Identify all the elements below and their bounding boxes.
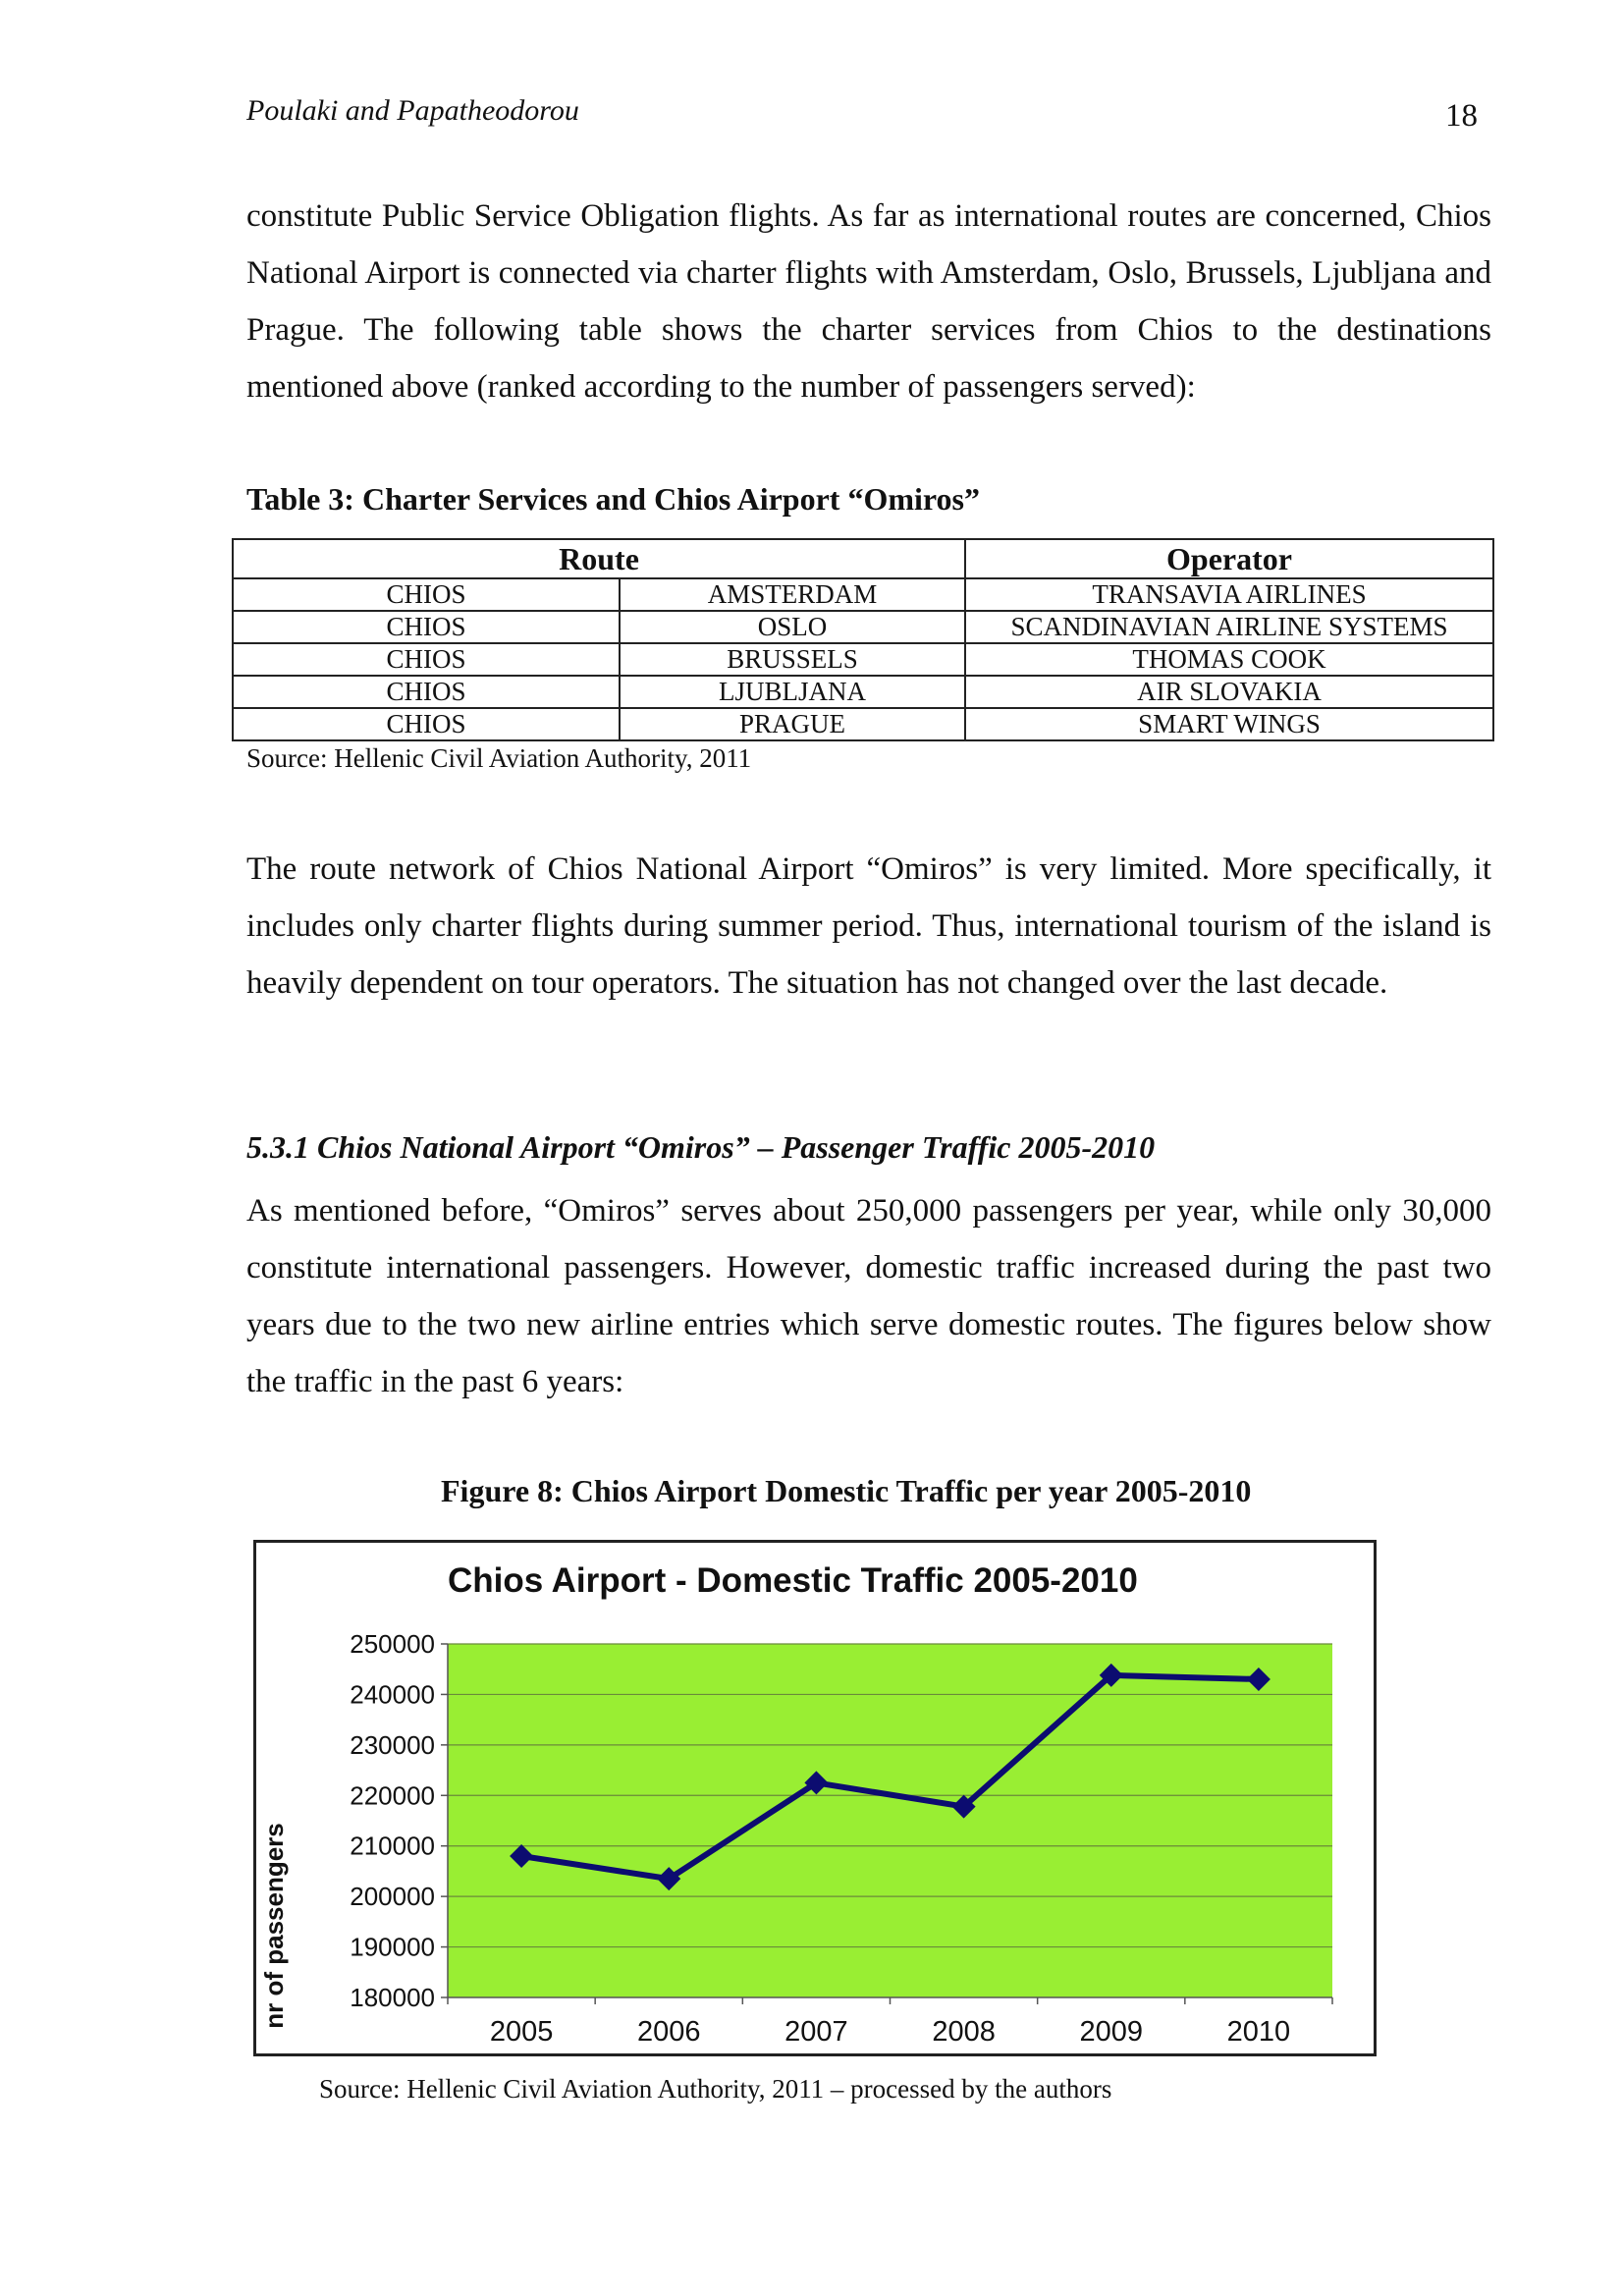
route-destination-cell: LJUBLJANA [620,676,965,708]
section-paragraph: As mentioned before, “Omiros” serves about 250,000 passengers per year, while only 30,000 constitute international passengers. However, domestic traffic increased during the past two years due to the two new airline entries which serve domestic routes. The figures below show the traffic in the past 6 years: [246,1193,1491,1399]
y-tick-label: 200000 [350,1882,435,1912]
network-paragraph: The route network of Chios National Airport “Omiros” is very limited. More specifically, it includes only charter flights during summer period. Thus, international tourism of the island is heavily dependent on tour operators. The situation has not changed over the last decade. [246,851,1491,1001]
table-source: Source: Hellenic Civil Aviation Authority, 2011 [246,743,752,773]
operator-cell: SMART WINGS [965,708,1493,740]
x-tick-label: 2010 [1226,2016,1291,2048]
y-tick-label: 220000 [350,1780,435,1811]
table-row [233,611,1493,643]
route-destination-cell: OSLO [620,611,965,643]
charter-services-table [232,538,1494,741]
operator-cell: SCANDINAVIAN AIRLINE SYSTEMS [965,611,1493,643]
plot-area [448,1644,1332,1997]
table-caption: Table 3: Charter Services and Chios Airport “Omiros” [246,481,980,517]
section-heading: 5.3.1 Chios National Airport “Omiros” – Passenger Traffic 2005-2010 [246,1129,1156,1165]
route-origin-cell: CHIOS [233,578,620,611]
line-chart [256,1543,1374,2053]
operator-cell: THOMAS COOK [965,643,1493,676]
x-tick-label: 2006 [636,2016,701,2048]
chart-frame [253,1540,1377,2056]
chart-title: Chios Airport - Domestic Traffic 2005-2010 [448,1561,1138,1600]
operator-header: Operator [965,539,1493,578]
route-origin-cell: CHIOS [233,708,620,740]
x-tick-label: 2009 [1079,2016,1144,2048]
figure-caption: Figure 8: Chios Airport Domestic Traffic per year 2005-2010 [441,1473,1252,1508]
table-row [233,643,1493,676]
operator-cell: AIR SLOVAKIA [965,676,1493,708]
x-tick-label: 2007 [784,2016,848,2048]
figure-source: Source: Hellenic Civil Aviation Authority, 2011 – processed by the authors [319,2074,1112,2104]
table-row [233,578,1493,611]
table-row [233,676,1493,708]
table-header-row [233,539,1493,578]
y-tick-label: 190000 [350,1932,435,1962]
y-tick-label: 250000 [350,1629,435,1659]
page-number: 18 [1445,98,1478,134]
route-origin-cell: CHIOS [233,611,620,643]
running-header-authors: Poulaki and Papatheodorou [246,94,579,127]
route-destination-cell: AMSTERDAM [620,578,965,611]
route-origin-cell: CHIOS [233,676,620,708]
intro-paragraph: constitute Public Service Obligation flights. As far as international routes are concerned, Chios National Airport is connected via charter flights with Amsterdam, Oslo, Brussels, Ljubljana and Prague. The following table shows the charter services from Chios to the destinations mentioned above (ranked according to the number of passengers served): [246,198,1491,405]
y-tick-label: 240000 [350,1679,435,1710]
x-tick-label: 2005 [489,2016,554,2048]
route-header: Route [233,539,965,578]
x-tick-label: 2008 [932,2016,996,2048]
table-row [233,708,1493,740]
route-destination-cell: BRUSSELS [620,643,965,676]
route-destination-cell: PRAGUE [620,708,965,740]
y-tick-label: 210000 [350,1831,435,1861]
y-tick-label: 230000 [350,1729,435,1760]
y-axis-label: nr of passengers [259,1823,289,2029]
route-origin-cell: CHIOS [233,643,620,676]
operator-cell: TRANSAVIA AIRLINES [965,578,1493,611]
y-tick-label: 180000 [350,1983,435,2012]
